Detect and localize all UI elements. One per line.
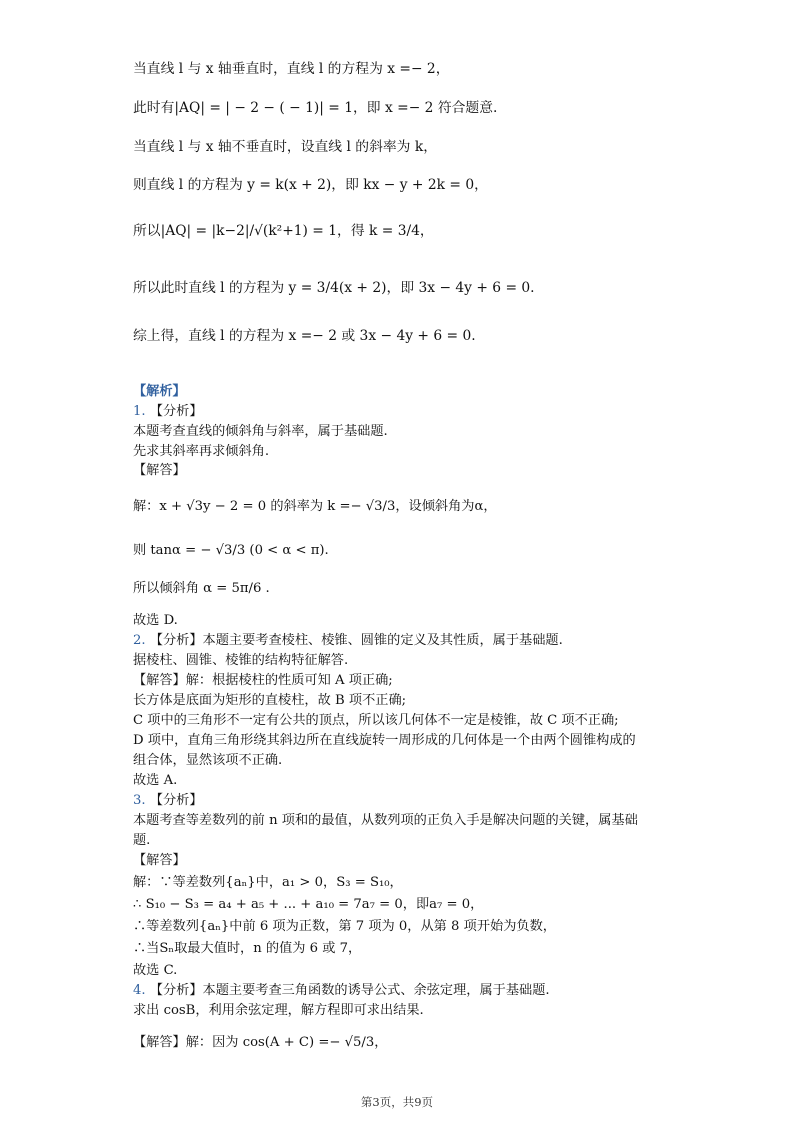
text-line: [133, 940, 361, 958]
line-text: 故选 C.: [133, 963, 178, 978]
line-text: 【解析】: [133, 384, 186, 399]
text-line: [133, 752, 282, 770]
page-footer: 第3页，共9页: [360, 1095, 434, 1109]
text-line: [133, 832, 150, 850]
text-line: [133, 672, 393, 690]
text-line: [133, 874, 403, 892]
text-line: [133, 712, 619, 730]
item-number: 2.: [133, 633, 150, 648]
line-text: 则直线 l 的方程为 y = k(x + 2)，即 kx − y + 2k = 0，: [133, 177, 488, 193]
line-text: 【解答】: [133, 463, 186, 478]
line-text: D 项中，直角三角形绕其斜边所在直线旋转一周形成的几何体是一个由两个圆锥构成的: [133, 733, 636, 748]
line-text: ∴等差数列{aₙ}中前 6 项为正数，第 7 项为 0，从第 8 项开始为负数，: [133, 919, 556, 934]
section-header: [133, 383, 186, 401]
line-text: 所以倾斜角 α = 5π/6 .: [133, 581, 270, 596]
text-line: [133, 652, 348, 670]
item-number: 3.: [133, 793, 150, 808]
line-text: 故选 A.: [133, 773, 178, 788]
line-text: 【解答】解：根据棱柱的性质可知 A 项正确;: [133, 673, 393, 688]
line-text: 所以|AQ| = |k−2|/√(k²+1) = 1，得 k = 3/4，: [133, 223, 434, 239]
text-line: [133, 403, 203, 421]
text-line: [133, 542, 329, 560]
text-line: [133, 792, 203, 810]
text-line: [133, 222, 434, 240]
line-text: 所以此时直线 l 的方程为 y = 3/4(x + 2)，即 3x − 4y + 6 = 0.: [133, 280, 535, 296]
line-text: 解：x + √3y − 2 = 0 的斜率为 k =− √3/3，设倾斜角为α，: [133, 499, 497, 514]
text-line: [133, 423, 388, 441]
text-line: [133, 732, 636, 750]
item-number: 1.: [133, 404, 150, 419]
text-line: [133, 1034, 387, 1052]
line-text: ∴ S₁₀ − S₃ = a₄ + a₅ + ... + a₁₀ = 7a₇ = 0，即a₇ = 0，: [133, 897, 484, 912]
line-text: 求出 cosB，利用余弦定理，解方程即可求出结果.: [133, 1003, 424, 1018]
text-line: [133, 498, 497, 516]
line-text: 此时有|AQ| = | − 2 − ( − 1)| = 1，即 x =− 2 符合题意.: [133, 100, 498, 116]
line-text: 据棱柱、圆锥、棱锥的结构特征解答.: [133, 653, 349, 668]
text-line: [133, 632, 563, 650]
text-line: [133, 279, 535, 297]
line-text: 题.: [133, 833, 151, 848]
line-text: C 项中的三角形不一定有公共的顶点，所以该几何体不一定是棱锥，故 C 项不正确;: [133, 713, 619, 728]
text-line: [133, 852, 186, 870]
text-line: [133, 327, 476, 345]
line-text: 【分析】本题主要考查三角函数的诱导公式、余弦定理，属于基础题.: [149, 983, 550, 998]
text-line: [133, 580, 270, 598]
line-text: 解：∵等差数列{aₙ}中，a₁ > 0，S₃ = S₁₀，: [133, 875, 403, 890]
text-line: [133, 692, 406, 710]
line-text: ∴当Sₙ取最大值时，n 的值为 6 或 7，: [133, 941, 362, 956]
text-line: [133, 443, 269, 461]
text-line: [133, 462, 186, 480]
text-line: [133, 772, 177, 790]
line-text: 【分析】: [149, 793, 203, 808]
text-line: [133, 1002, 424, 1020]
text-line: [133, 962, 177, 980]
line-text: 当直线 l 与 x 轴不垂直时，设直线 l 的斜率为 k，: [133, 139, 438, 155]
line-text: 本题考查等差数列的前 n 项和的最值，从数列项的正负入手是解决问题的关键，属基础: [133, 813, 638, 828]
line-text: 【解答】: [133, 853, 186, 868]
text-line: [133, 60, 450, 78]
line-text: 故选 D.: [133, 613, 178, 628]
text-line: [133, 918, 556, 936]
text-line: [133, 176, 488, 194]
line-text: 组合体，显然该项不正确.: [133, 753, 283, 768]
text-line: [133, 99, 497, 117]
item-number: 4.: [133, 983, 150, 998]
text-line: [133, 138, 437, 156]
line-text: 综上得，直线 l 的方程为 x =− 2 或 3x − 4y + 6 = 0.: [133, 328, 476, 344]
line-text: 本题考查直线的倾斜角与斜率，属于基础题.: [133, 424, 388, 439]
text-line: [133, 982, 550, 1000]
line-text: 先求其斜率再求倾斜角.: [133, 444, 270, 459]
line-text: 【分析】本题主要考查棱柱、棱锥、圆锥的定义及其性质，属于基础题.: [149, 633, 563, 648]
line-text: 则 tanα = − √3/3 (0 < α < π).: [133, 543, 329, 558]
line-text: 【分析】: [149, 404, 203, 419]
line-text: 长方体是底面为矩形的直棱柱，故 B 项不正确;: [133, 693, 407, 708]
line-text: 当直线 l 与 x 轴垂直时，直线 l 的方程为 x =− 2，: [133, 61, 450, 77]
text-line: [133, 812, 638, 830]
line-text: 【解答】解：因为 cos(A + C) =− √5/3，: [133, 1035, 388, 1050]
text-line: [133, 612, 178, 630]
text-line: [133, 896, 483, 914]
